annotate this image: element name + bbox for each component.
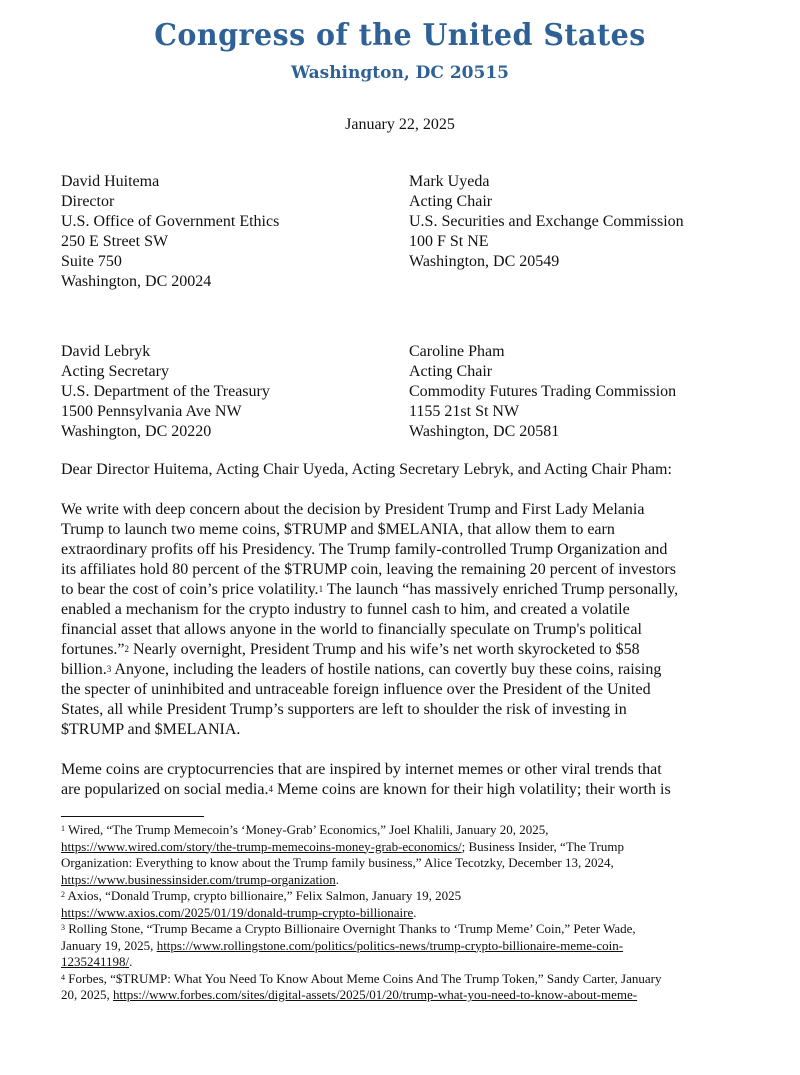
footnote-3 <box>61 921 761 971</box>
text-line <box>61 660 761 680</box>
footnote-ref-4[interactable]: 4 <box>268 784 273 794</box>
text-span: Rolling Stone, “Trump Became a Crypto Billionaire Overnight Thanks to ‘Trump Meme’ Coin,” Peter Wade, <box>65 921 636 936</box>
text-span: 20, 2025, <box>61 987 113 1002</box>
body-paragraph-1 <box>61 500 761 740</box>
text-span: ; Business Insider, “The Trump <box>461 838 624 854</box>
recipient-block-pham <box>409 342 676 442</box>
recipient-city: Washington, DC 20581 <box>409 423 560 440</box>
text-line <box>61 640 761 660</box>
text-line <box>61 872 761 889</box>
text-line <box>61 921 761 938</box>
footnote-4 <box>61 971 761 1004</box>
recipient-street: 1500 Pennsylvania Ave NW <box>61 403 242 420</box>
text-span: The launch “has massively enriched Trump personally, <box>323 581 679 598</box>
text-span: Wired, “The Trump Memecoin’s ‘Money-Grab’ Economics,” Joel Khalili, January 20, 2025, <box>65 822 549 837</box>
footnote-link-rollingstone-cont[interactable]: 1235241198/ <box>61 954 130 969</box>
recipient-suite: Suite 750 <box>61 253 122 270</box>
footnote-link-axios[interactable]: https://www.axios.com/2025/01/19/donald-trump-crypto-billionaire <box>61 904 414 920</box>
text-line <box>61 780 761 800</box>
text-line: its affiliates hold 80 percent of the $TRUMP coin, leaving the remaining 20 percent of investors <box>61 561 676 578</box>
text-line <box>61 905 761 922</box>
text-span: January 19, 2025, <box>61 937 157 953</box>
text-span: . <box>413 904 417 920</box>
recipient-title: Acting Chair <box>409 193 493 210</box>
footnote-number: 2 <box>61 890 65 899</box>
text-line: financial asset that allows anyone in the world to financially speculate on Trump's political <box>61 621 642 638</box>
footnote-number: 3 <box>61 923 65 932</box>
text-line <box>61 987 761 1004</box>
letterhead-title: Congress of the United States <box>154 18 646 53</box>
text-span: to bear the cost of coin’s price volatility. <box>61 581 319 598</box>
recipient-block-uyeda <box>409 172 684 272</box>
recipient-city: Washington, DC 20024 <box>61 273 212 290</box>
recipient-block-huitema <box>61 172 279 292</box>
recipient-street: 250 E Street SW <box>61 233 169 250</box>
footnote-number: 1 <box>61 824 65 833</box>
text-line: enabled a mechanism for the crypto industry to funnel cash to him, and created a volatile <box>61 601 630 618</box>
text-span: fortunes.” <box>61 641 125 658</box>
footnote-2 <box>61 888 761 921</box>
recipient-street: 100 F St NE <box>409 233 489 250</box>
letterhead <box>0 14 800 86</box>
footnote-number: 4 <box>61 972 65 982</box>
footnote-link-businessinsider[interactable]: https://www.businessinsider.com/trump-organization <box>61 871 336 887</box>
text-span: Axios, “Donald Trump, crypto billionaire,” Felix Salmon, January 19, 2025 <box>65 888 462 903</box>
text-span: Nearly overnight, President Trump and his wife’s net worth skyrocketed to $58 <box>129 641 640 658</box>
text-line <box>61 888 761 905</box>
recipient-name: Caroline Pham <box>409 343 505 360</box>
text-line <box>61 839 761 856</box>
salutation: Dear Director Huitema, Acting Chair Uyeda, Acting Secretary Lebryk, and Acting Chair Pham: <box>61 461 672 478</box>
text-line <box>61 580 761 600</box>
recipient-block-lebryk <box>61 342 270 442</box>
text-span: . <box>335 871 340 887</box>
body-paragraph-2 <box>61 760 761 800</box>
text-line: Trump to launch two meme coins, $TRUMP and $MELANIA, that allow them to earn <box>61 521 615 538</box>
footnote-divider <box>61 816 204 817</box>
text-line: We write with deep concern about the decision by President Trump and First Lady Melania <box>61 501 645 518</box>
text-line: $TRUMP and $MELANIA. <box>61 721 241 738</box>
recipient-name: Mark Uyeda <box>409 173 490 190</box>
text-line: Organization: Everything to know about the Trump family business,” Alice Tecotzky, December 13, 2024, <box>61 855 614 870</box>
text-line <box>61 971 761 988</box>
recipient-city: Washington, DC 20549 <box>409 253 560 270</box>
text-line <box>61 954 761 971</box>
recipient-org: U.S. Office of Government Ethics <box>61 213 280 230</box>
text-line: States, all while President Trump’s supporters are left to shoulder the risk of investing in <box>61 701 627 718</box>
recipient-street: 1155 21st St NW <box>409 403 520 420</box>
footnote-link-forbes[interactable]: https://www.forbes.com/sites/digital-assets/2025/01/20/trump-what-you-need-to-know-about-meme- <box>113 987 638 1002</box>
text-span: are popularized on social media. <box>61 781 269 798</box>
footnote-1 <box>61 822 761 888</box>
text-line <box>61 938 761 955</box>
recipient-name: David Huitema <box>61 173 160 190</box>
text-span: Meme coins are known for their high volatility; their worth is <box>272 781 671 798</box>
recipient-org: U.S. Securities and Exchange Commission <box>409 213 684 230</box>
footnote-link-wired[interactable]: https://www.wired.com/story/the-trump-memecoins-money-grab-economics/ <box>61 838 462 854</box>
text-line: Meme coins are cryptocurrencies that are inspired by internet memes or other viral trends that <box>61 761 662 778</box>
text-span: . <box>129 954 133 969</box>
recipient-title: Director <box>61 193 115 210</box>
footnotes <box>61 822 761 1004</box>
letterhead-subtitle: Washington, DC 20515 <box>291 63 509 83</box>
text-span: Anyone, including the leaders of hostile nations, can covertly buy these coins, raising <box>111 661 662 678</box>
recipient-title: Acting Chair <box>409 363 493 380</box>
footnote-ref-3[interactable]: 3 <box>106 664 112 674</box>
text-line: extraordinary profits off his Presidency. The Trump family-controlled Trump Organization and <box>61 541 668 558</box>
recipient-org: U.S. Department of the Treasury <box>61 383 270 400</box>
recipient-org: Commodity Futures Trading Commission <box>409 383 677 400</box>
footnote-link-rollingstone[interactable]: https://www.rollingstone.com/politics/politics-news/trump-crypto-billionaire-meme-coin- <box>156 937 624 953</box>
text-span: billion. <box>61 661 107 678</box>
footnote-ref-2[interactable]: 2 <box>124 644 130 654</box>
recipient-city: Washington, DC 20220 <box>61 423 212 440</box>
letter-date: January 22, 2025 <box>345 116 455 133</box>
text-span: Forbes, “$TRUMP: What You Need To Know About Meme Coins And The Trump Token,” Sandy Carter, January <box>65 970 662 986</box>
text-line: the specter of uninhibited and untraceable foreign influence over the President of the United <box>61 681 651 698</box>
recipient-name: David Lebryk <box>61 343 151 360</box>
recipient-title: Acting Secretary <box>61 363 169 380</box>
footnote-ref-1[interactable]: 1 <box>318 584 324 594</box>
text-line <box>61 822 761 839</box>
